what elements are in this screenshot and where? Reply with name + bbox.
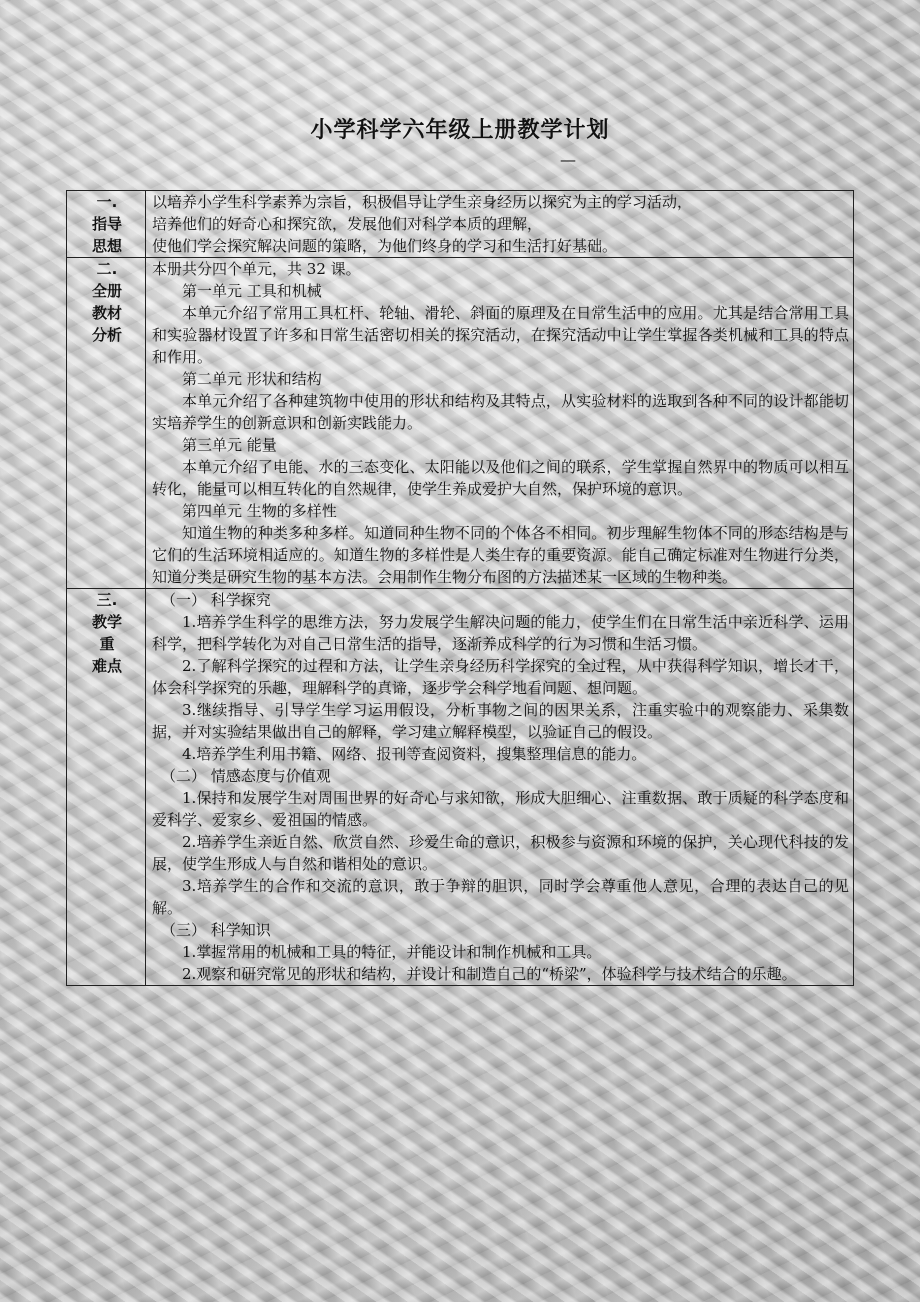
intro-text: 本册共分四个单元，共 32 课。 (152, 260, 361, 278)
unit-title: 第一单元 工具和机械 (182, 282, 322, 300)
list-item: 2.观察和研究常见的形状和结构，并设计和制造自己的“桥梁”，体验科学与技术结合的乐趣。 (182, 965, 797, 983)
unit-text: 本单元介绍了电能、水的三态变化、太阳能以及他们之间的联系，学生掌握自然界中的物质可以相互转化，能量可以相互转化的自然规律，使学生养成爱护大自然，保护环境的意识。 (152, 458, 849, 498)
plan-table (66, 190, 854, 986)
section-row-key-difficulties (67, 589, 854, 986)
text-line: 使他们学会探究解决问题的策略，为他们终身的学习和生活打好基础。 (152, 237, 618, 255)
list-item: 4.培养学生利用书籍、网络、报刊等查阅资料，搜集整理信息的能力。 (182, 745, 647, 763)
unit-text: 本单元介绍了常用工具杠杆、轮轴、滑轮、斜面的原理及在日常生活中的应用。尤其是结合常用工具和实验器材设置了许多和日常生活密切相关的探究活动，在探究活动中让学生掌握各类机械和工具的特点和作用。 (152, 304, 849, 366)
unit-title: 第三单元 能量 (182, 436, 277, 454)
section-content (146, 191, 854, 258)
unit-text: 知道生物的种类多种多样。知道同种生物不同的个体各不相同。初步理解生物体不同的形态结构是与它们的生活环境相适应的。知道生物的多样性是人类生存的重要资源。能自己确定标准对生物进行分类，知道分类是研究生物的基本方法。会用制作生物分布图的方法描述某一区域的生物种类。 (152, 524, 849, 586)
text-line: 培养他们的好奇心和探究欲，发展他们对科学本质的理解， (152, 215, 543, 233)
section-row-guiding-ideology (67, 191, 854, 258)
text-line: 以培养小学生科学素养为宗旨，积极倡导让学生亲身经历以探究为主的学习活动， (152, 193, 693, 211)
list-item: 2.了解科学探究的过程和方法，让学生亲身经历科学探究的全过程，从中获得科学知识，增长才干，体会科学探究的乐趣，理解科学的真谛，逐步学会科学地看问题、想问题。 (152, 657, 849, 697)
section-heading: 三. 教学 重 难点 (67, 589, 146, 986)
section-content (146, 589, 854, 986)
unit-text: 本单元介绍了各种建筑物中使用的形状和结构及其特点，从实验材料的选取到各种不同的设计都能切实培养学生的创新意识和创新实践能力。 (152, 392, 849, 432)
list-item: 3.继续指导、引导学生学习运用假设，分析事物之间的因果关系，注重实验中的观察能力、采集数据，并对实验结果做出自己的解释，学习建立解释模型，以验证自己的假设。 (152, 701, 849, 741)
section-heading: 二. 全册 教材 分析 (67, 258, 146, 589)
list-item: 3.培养学生的合作和交流的意识，敢于争辩的胆识，同时学会尊重他人意见，合理的表达自己的见解。 (152, 877, 849, 917)
group-title: （一） 科学探究 (161, 591, 271, 609)
unit-title: 第二单元 形状和结构 (182, 370, 322, 388)
section-row-textbook-analysis (67, 258, 854, 589)
list-item: 2.培养学生亲近自然、欣赏自然、珍爱生命的意识，积极参与资源和环境的保护，关心现代科技的发展，使学生形成人与自然和谐相处的意识。 (152, 833, 849, 873)
list-item: 1.掌握常用的机械和工具的特征，并能设计和制作机械和工具。 (182, 943, 602, 961)
subtitle-dash: — (560, 150, 576, 169)
page-title: 小学科学六年级上册教学计划 (310, 118, 610, 143)
list-item: 1.培养学生科学的思维方法，努力发展学生解决问题的能力，使学生们在日常生活中亲近科学、运用科学，把科学转化为对自己日常生活的指导，逐渐养成科学的行为习惯和生活习惯。 (152, 613, 849, 653)
section-content (146, 258, 854, 589)
unit-title: 第四单元 生物的多样性 (182, 502, 337, 520)
group-title: （三） 科学知识 (161, 921, 271, 939)
group-title: （二） 情感态度与价值观 (161, 767, 331, 785)
section-heading: 一. 指导 思想 (67, 191, 146, 258)
list-item: 1.保持和发展学生对周围世界的好奇心与求知欲，形成大胆细心、注重数据、敢于质疑的科学态度和爱科学、爱家乡、爱祖国的情感。 (152, 789, 849, 829)
